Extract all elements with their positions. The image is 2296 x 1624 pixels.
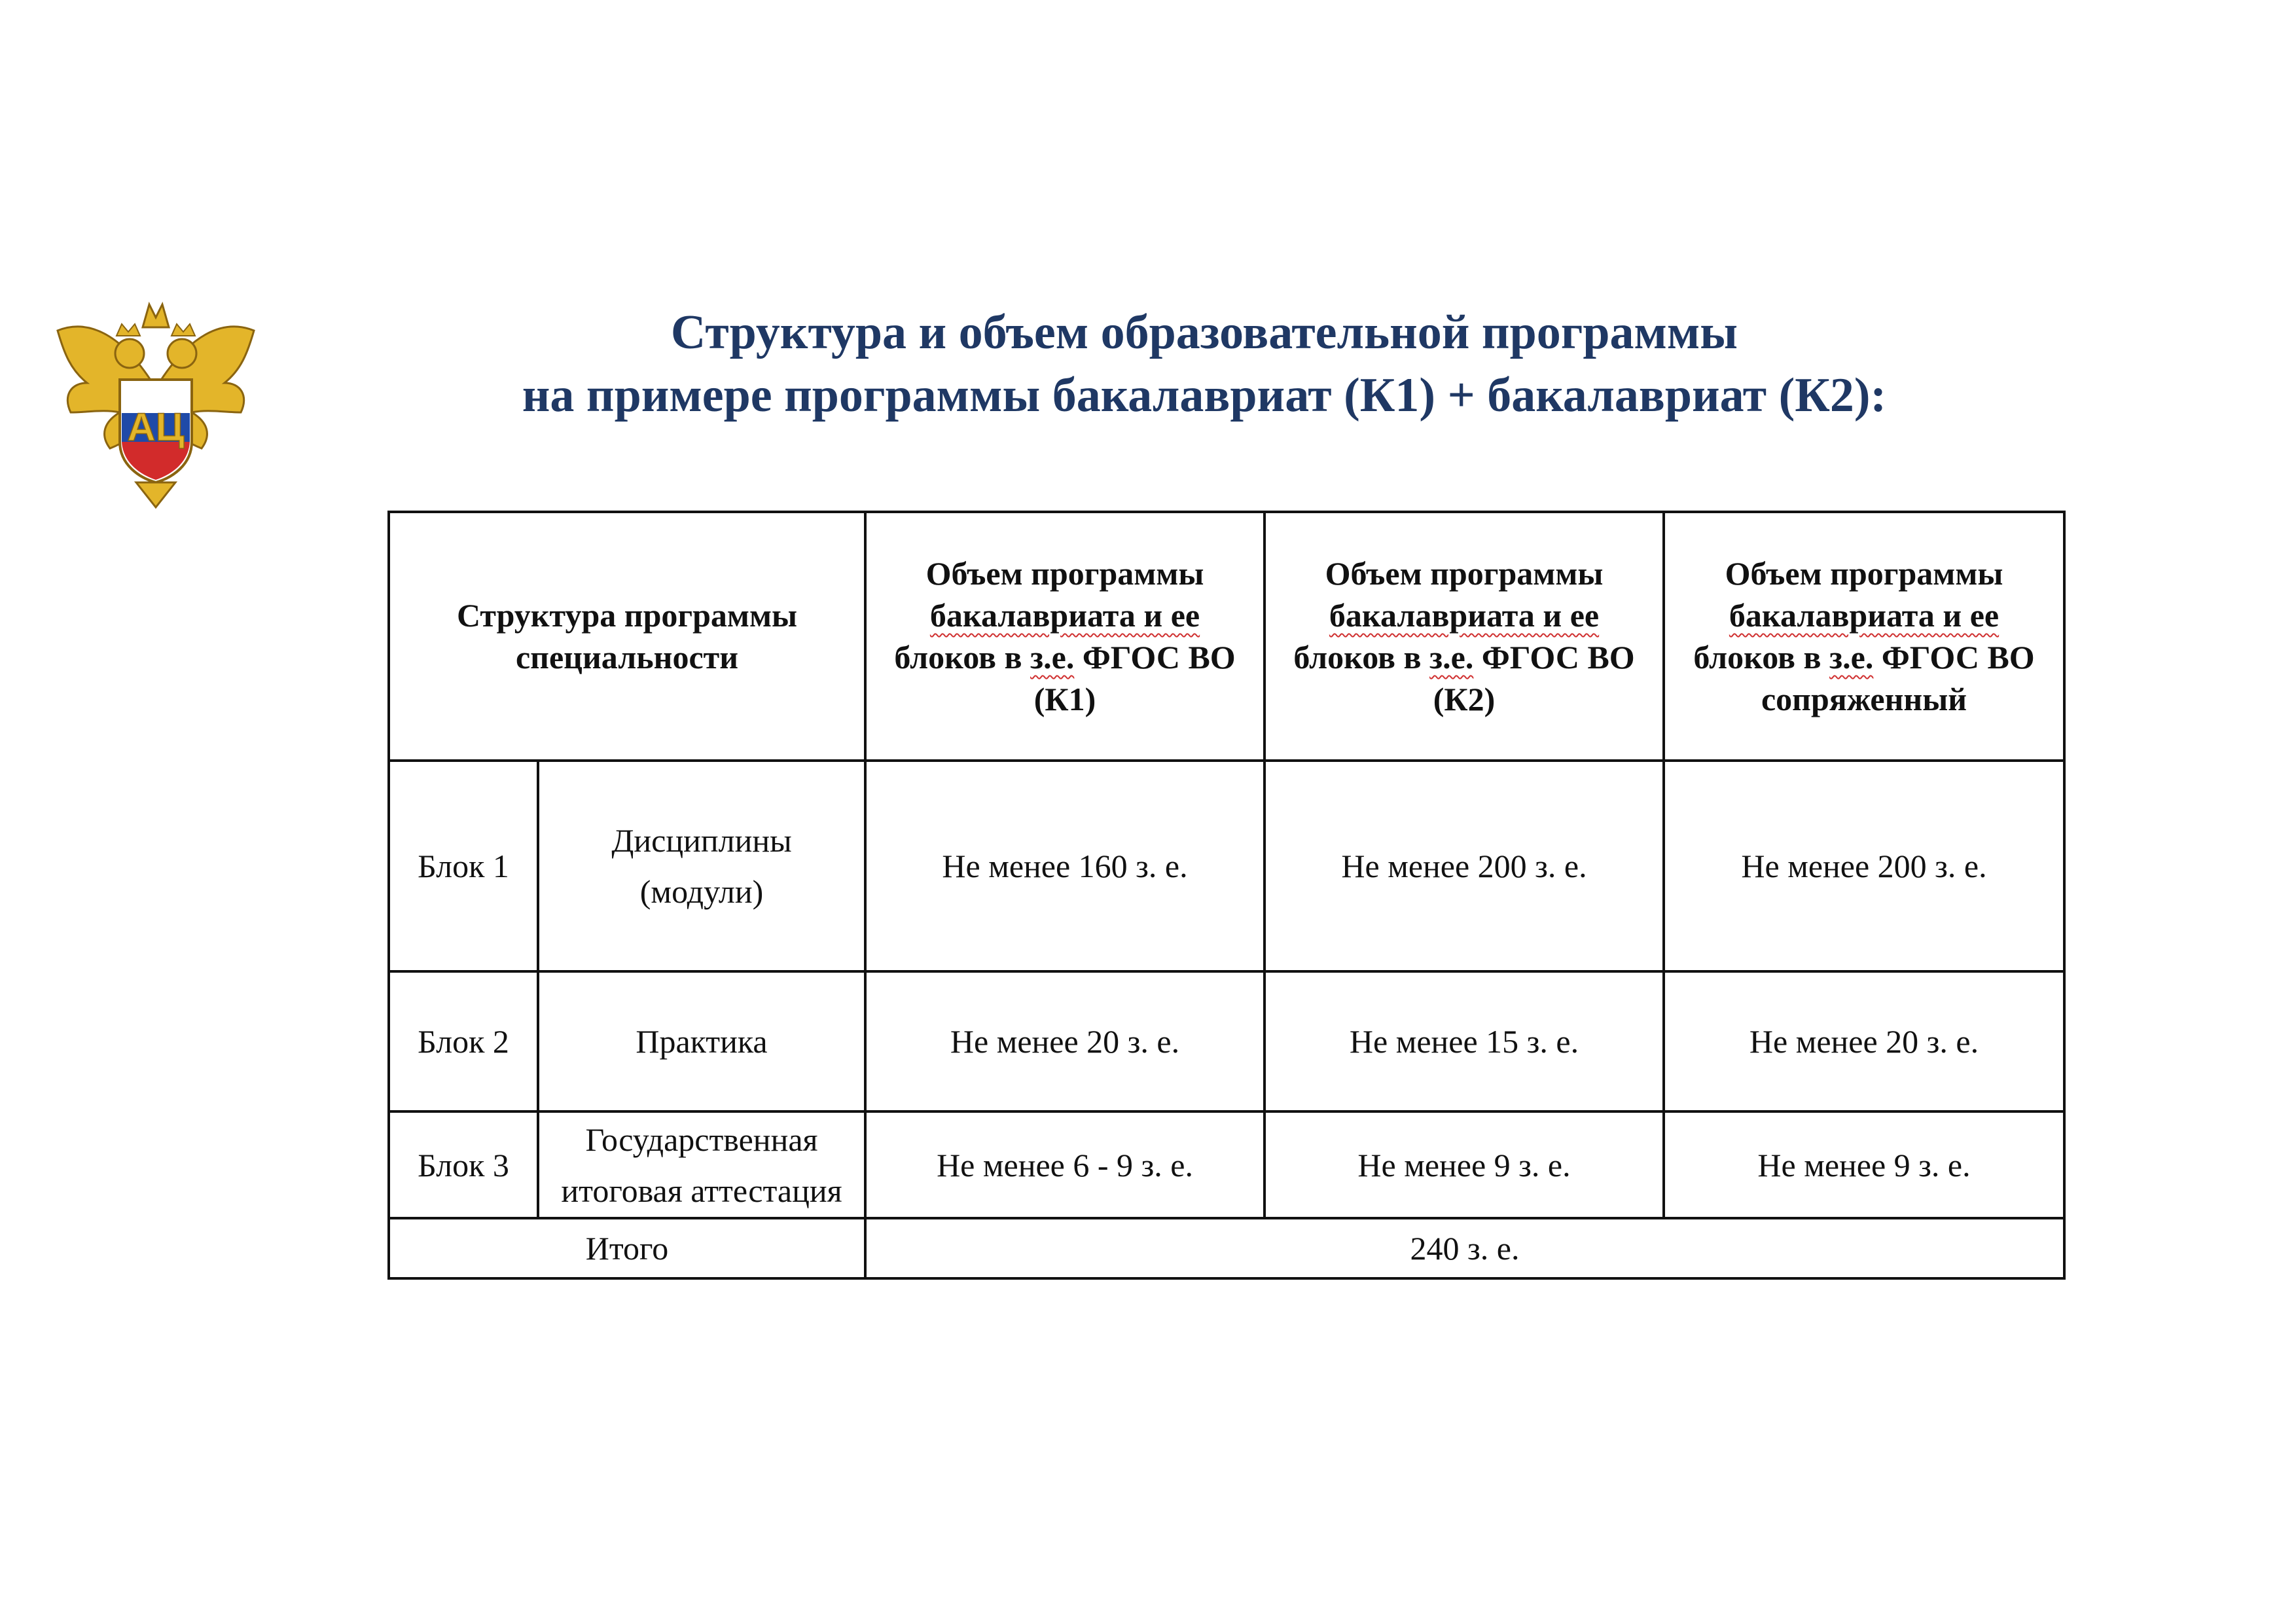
header-k1-line1: Объем программы [925, 555, 1204, 592]
header-k1-line2: бакалавриата и ее [929, 597, 1200, 634]
table-header-row [389, 512, 2064, 761]
table-row [389, 1111, 2064, 1218]
header-k1-line3b: з.е. [1030, 639, 1075, 676]
total-label: Итого [389, 1218, 865, 1278]
header-k2-line2: бакалавриата и ее [1329, 597, 1600, 634]
value-k1: Не менее 160 з. е. [865, 761, 1265, 971]
header-structure-line2: специальности [515, 639, 739, 676]
value-k1: Не менее 20 з. е. [865, 971, 1265, 1111]
title-line-1: Структура и объем образовательной программы [670, 306, 1738, 359]
block-name-line2: (модули) [639, 873, 764, 910]
header-k3-line3b: з.е. [1829, 639, 1874, 676]
block-name-line1: Дисциплины [611, 822, 792, 859]
page-title [367, 301, 2042, 427]
block-name-cell [538, 971, 865, 1111]
value-k2: Не менее 9 з. е. [1265, 1111, 1664, 1218]
header-k2-line4: (К2) [1433, 681, 1496, 717]
block-name-line1: Практика [636, 1023, 768, 1060]
header-k3-line1: Объем программы [1725, 555, 2003, 592]
header-k2-line3a: блоков в [1293, 639, 1430, 676]
header-k1-line3c: ФГОС ВО [1074, 639, 1236, 676]
svg-text:АЦ: АЦ [127, 405, 185, 449]
header-k3-line3a: блоков в [1693, 639, 1830, 676]
header-structure-line1: Структура программы [456, 597, 798, 634]
header-k3-line3c: ФГОС ВО [1873, 639, 2035, 676]
block-name-line1: Государственная [585, 1121, 818, 1158]
header-k1-line3a: блоков в [894, 639, 1031, 676]
value-k2: Не менее 200 з. е. [1265, 761, 1664, 971]
total-value: 240 з. е. [865, 1218, 2064, 1278]
value-k2: Не менее 15 з. е. [1265, 971, 1664, 1111]
program-structure-table [387, 511, 2066, 1280]
block-name-cell [538, 1111, 865, 1218]
header-k3-cell [1664, 512, 2064, 761]
header-k3-line2: бакалавриата и ее [1729, 597, 2000, 634]
header-k3-line4: сопряженный [1761, 681, 1967, 717]
value-k3: Не менее 200 з. е. [1664, 761, 2064, 971]
header-k1-cell [865, 512, 1265, 761]
value-k3: Не менее 9 з. е. [1664, 1111, 2064, 1218]
double-headed-eagle-emblem-icon [51, 291, 260, 514]
block-name-line2: итоговая аттестация [561, 1172, 842, 1209]
value-k1: Не менее 6 - 9 з. е. [865, 1111, 1265, 1218]
header-k2-line3b: з.е. [1429, 639, 1474, 676]
header-structure-cell [389, 512, 865, 761]
table-row [389, 761, 2064, 971]
value-k3: Не менее 20 з. е. [1664, 971, 2064, 1111]
block-name-cell [538, 761, 865, 971]
table-row [389, 971, 2064, 1111]
title-line-2: на примере программы бакалавриат (К1) + бакалавриат (К2): [522, 369, 1887, 422]
header-k2-line1: Объем программы [1325, 555, 1604, 592]
header-k2-cell [1265, 512, 1664, 761]
header-k2-line3c: ФГОС ВО [1473, 639, 1635, 676]
block-label: Блок 2 [389, 971, 538, 1111]
block-label: Блок 1 [389, 761, 538, 971]
header-k1-line4: (К1) [1033, 681, 1096, 717]
total-row [389, 1218, 2064, 1278]
block-label: Блок 3 [389, 1111, 538, 1218]
